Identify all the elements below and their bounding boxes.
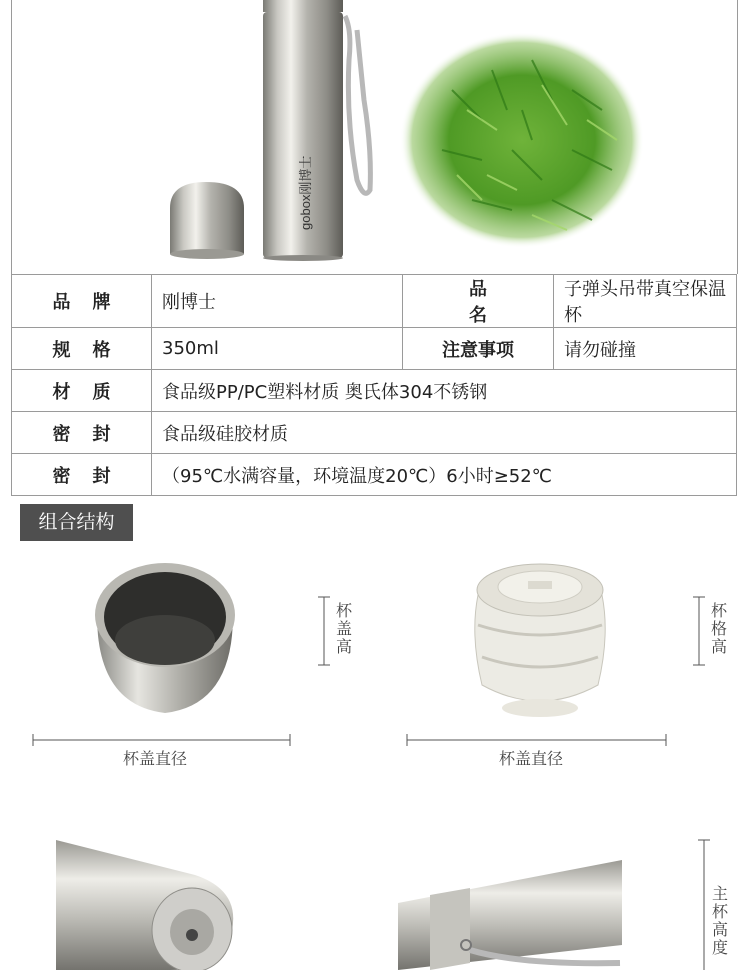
stopper-diameter-line: [407, 734, 666, 746]
seal-label: 密封: [12, 412, 152, 454]
table-row: [12, 412, 737, 454]
stopper-image: [475, 564, 605, 717]
cap-open-image: [95, 563, 235, 713]
svg-text:gobox刚博士: gobox刚博士: [298, 155, 313, 230]
table-row: [12, 370, 737, 412]
notes-value: 请勿碰撞: [554, 328, 737, 370]
bottle-bottom-image: [56, 840, 233, 970]
cap-height-label: 杯 盖 高: [335, 601, 352, 656]
stopper-height-bracket: [693, 597, 705, 665]
table-row: [12, 275, 737, 328]
body-height-label: 主 杯 高 度: [711, 884, 728, 957]
section-title: 组合结构: [20, 504, 133, 541]
bottle-neck-image: [398, 860, 622, 970]
cap-image: [170, 182, 244, 259]
notes-label: 注意事项: [403, 328, 554, 370]
spec-table: [11, 274, 737, 496]
spec-label: 规格: [12, 328, 152, 370]
hero-illustration: [12, 0, 737, 274]
seal-value: 食品级硅胶材质: [152, 412, 737, 454]
body-height-bracket: [698, 840, 710, 970]
product-name-label: 品名: [403, 275, 554, 328]
tea-leaves-image: [400, 32, 644, 248]
product-hero-photo: [11, 0, 738, 274]
cap-diameter-line: [33, 734, 290, 746]
table-row: [12, 454, 737, 496]
insulation-value: （95℃水满容量，环境温度20℃）6小时≥52℃: [152, 454, 737, 496]
seal-label: 密封: [12, 454, 152, 496]
bottle-image: [263, 0, 343, 261]
table-row: [12, 328, 737, 370]
spec-value: 350ml: [152, 328, 403, 370]
stopper-height-label: 杯 格 高: [710, 601, 727, 656]
stopper-diameter-label: 杯盖直径: [499, 749, 564, 768]
product-name-value: 子弹头吊带真空保温杯: [554, 275, 737, 328]
cap-diameter-label: 杯盖直径: [123, 749, 188, 768]
brand-label: 品牌: [12, 275, 152, 328]
material-value: 食品级PP/PC塑料材质 奥氏体304不锈钢: [152, 370, 737, 412]
cap-height-bracket: [318, 597, 330, 665]
structure-diagram: [0, 545, 750, 970]
material-label: 材质: [12, 370, 152, 412]
strap-image: [345, 16, 370, 193]
brand-value: 刚博士: [152, 275, 403, 328]
